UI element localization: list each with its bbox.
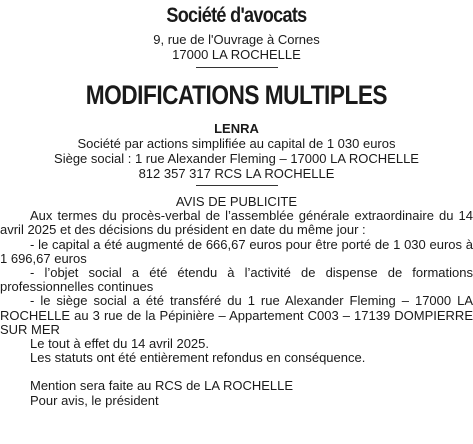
- notice-statutes: Les statuts ont été entièrement refondus en conséquence.: [30, 350, 366, 366]
- firm-address-line-1: 9, rue de l'Ouvrage à Cornes: [153, 32, 320, 47]
- divider-middle: [196, 185, 278, 186]
- notice-item-capital: - le capital a été augmenté de 666,67 euros pour être porté de 1 030 euros à 1 696,67 euros: [0, 236, 473, 266]
- firm-name: Société d'avocats: [166, 4, 307, 27]
- company-seat: Siège social : 1 rue Alexander Fleming – 17000 LA ROCHELLE: [54, 151, 419, 166]
- firm-address-line-2: 17000 LA ROCHELLE: [172, 47, 301, 62]
- notice-item-object: - l’objet social a été étendu à l’activité de dispense de formations professionnelles continues: [0, 265, 473, 295]
- company-rcs: 812 357 317 RCS LA ROCHELLE: [138, 166, 335, 181]
- notice-mention: Mention sera faite au RCS de LA ROCHELLE: [30, 378, 294, 394]
- notice-headline: MODIFICATIONS MULTIPLES: [85, 80, 388, 110]
- divider-top: [196, 67, 278, 68]
- notice-effective: Le tout à effet du 14 avril 2025.: [30, 336, 210, 352]
- notice-body: [0, 195, 473, 408]
- company-legal-form: Société par actions simplifiée au capital de 1 030 euros: [77, 136, 396, 151]
- firm-address: [0, 32, 473, 62]
- notice-intro: Aux termes du procès-verbal de l’assemblée générale extraordinaire du 14 avril 2025 et des décisions du président en date du même jour :: [0, 208, 473, 238]
- paragraph-spacer: [0, 365, 473, 379]
- notice-signature: Pour avis, le président: [30, 392, 159, 408]
- notice-item-seat: - le siège social a été transféré du 1 rue Alexander Fleming – 17000 LA ROCHELLE au 3 rue de la Pépinière – Appartement C003 – 17139 DOMPIERRE SUR MER: [0, 293, 473, 337]
- company-name: LENRA: [214, 121, 259, 136]
- notice-title: AVIS DE PUBLICITE: [175, 194, 298, 209]
- company-block: [0, 121, 473, 181]
